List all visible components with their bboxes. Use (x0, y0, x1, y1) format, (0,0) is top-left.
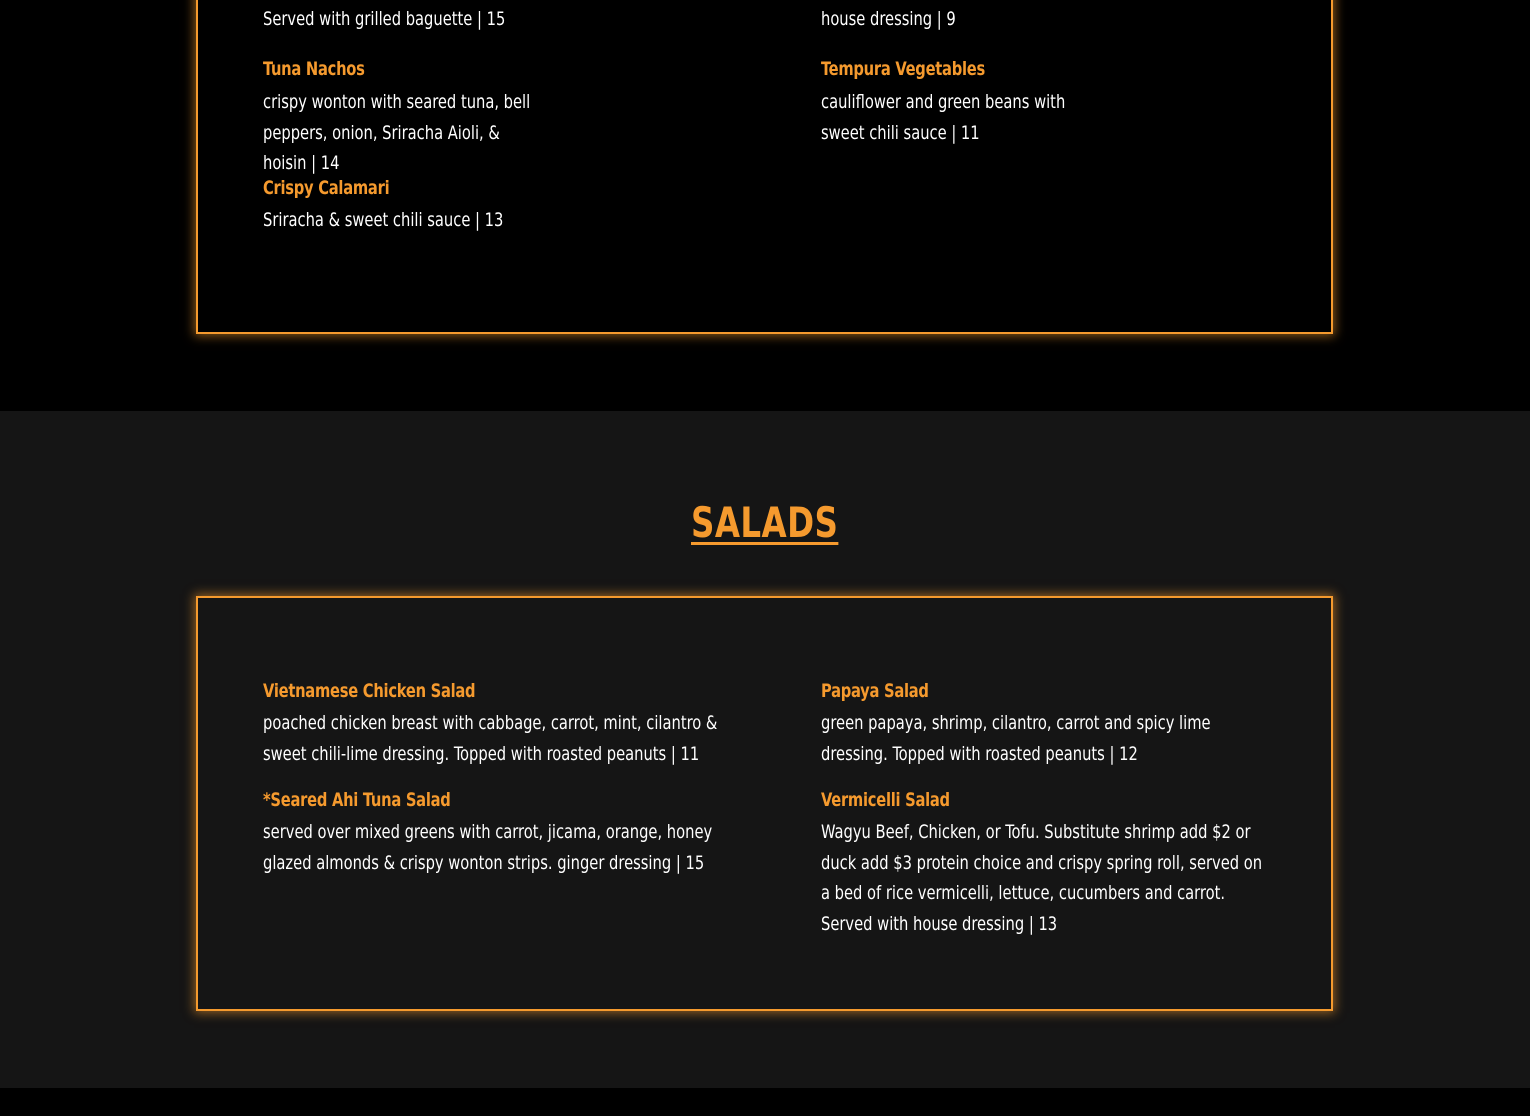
menu-item-crispy-calamari (263, 177, 808, 236)
menu-item-description: served over mixed greens with carrot, jicama, orange, honey glazed almonds & crispy wonton strips. ginger dressing | 15 (263, 821, 713, 874)
menu-item-description: Served with grilled baguette | 15 (263, 8, 506, 30)
menu-item-name: *Seared Ahi Tuna Salad (263, 789, 451, 811)
menu-item-description: house dressing | 9 (821, 8, 956, 30)
menu-item-description: Wagyu Beef, Chicken, or Tofu. Substitute shrimp add $2 or duck add $3 protein choice and crispy spring roll, served on a bed of rice vermicelli, lettuce, cucumbers and carrot. Served with house dressing | 13 (821, 821, 1263, 935)
menu-item-name: Papaya Salad (821, 680, 929, 702)
menu-item-tempura-vegetables (821, 58, 1111, 148)
menu-item-description: poached chicken breast with cabbage, carrot, mint, cilantro & sweet chili-lime dressing. Topped with roasted peanuts | 11 (263, 712, 718, 765)
menu-item (263, 4, 808, 35)
menu-item-name: Crispy Calamari (263, 177, 390, 199)
menu-item (821, 4, 1366, 35)
menu-item-name: Vermicelli Salad (821, 789, 950, 811)
footer-strip (0, 1088, 1530, 1116)
menu-item-vietnamese-chicken-salad (263, 680, 793, 769)
menu-item-description: crispy wonton with seared tuna, bell peppers, onion, Sriracha Aioli, & hoisin | 14 (263, 91, 531, 174)
menu-item-name: Tempura Vegetables (821, 58, 985, 80)
menu-item-vermicelli-salad (821, 789, 1346, 939)
menu-item-name: Tuna Nachos (263, 58, 365, 80)
section-title-salads: SALADS (691, 498, 839, 547)
menu-item-description: cauliflower and green beans with sweet chili sauce | 11 (821, 91, 1066, 144)
menu-item-papaya-salad (821, 680, 1346, 769)
menu-item-description: green papaya, shrimp, cilantro, carrot and spicy lime dressing. Topped with roasted peanuts | 12 (821, 712, 1211, 765)
menu-item-tuna-nachos (263, 58, 593, 179)
menu-item-name: Vietnamese Chicken Salad (263, 680, 476, 702)
menu-item-description: Sriracha & sweet chili sauce | 13 (263, 209, 504, 231)
menu-item-seared-ahi-tuna-salad (263, 789, 793, 878)
